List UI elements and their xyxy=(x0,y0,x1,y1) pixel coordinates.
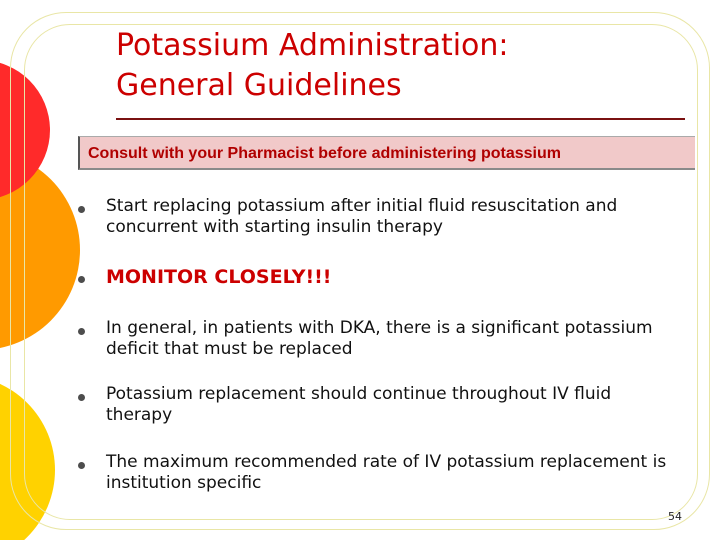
page-number: 54 xyxy=(668,510,682,523)
title-line-1: Potassium Administration: xyxy=(116,28,509,63)
title-line-2: General Guidelines xyxy=(116,68,402,103)
round-dot-icon xyxy=(78,276,85,283)
round-dot-icon xyxy=(78,206,85,213)
bullet-text-emphasis: MONITOR CLOSELY!!! xyxy=(106,266,332,288)
bullet-text: Potassium replacement should continue throughout IV fluid therapy xyxy=(106,384,612,425)
bullet-text: Start replacing potassium after initial fluid resuscitation and concurrent with starting insulin therapy xyxy=(106,196,618,237)
round-dot-icon xyxy=(78,328,85,335)
round-dot-icon xyxy=(78,462,85,469)
round-dot-icon xyxy=(78,394,85,401)
bullet-text: In general, in patients with DKA, there is a significant potassium deficit that must be replaced xyxy=(106,318,653,359)
subtitle-banner: Consult with your Pharmacist before administering potassium xyxy=(78,136,695,170)
bullet-text: The maximum recommended rate of IV potassium replacement is institution specific xyxy=(106,452,667,493)
